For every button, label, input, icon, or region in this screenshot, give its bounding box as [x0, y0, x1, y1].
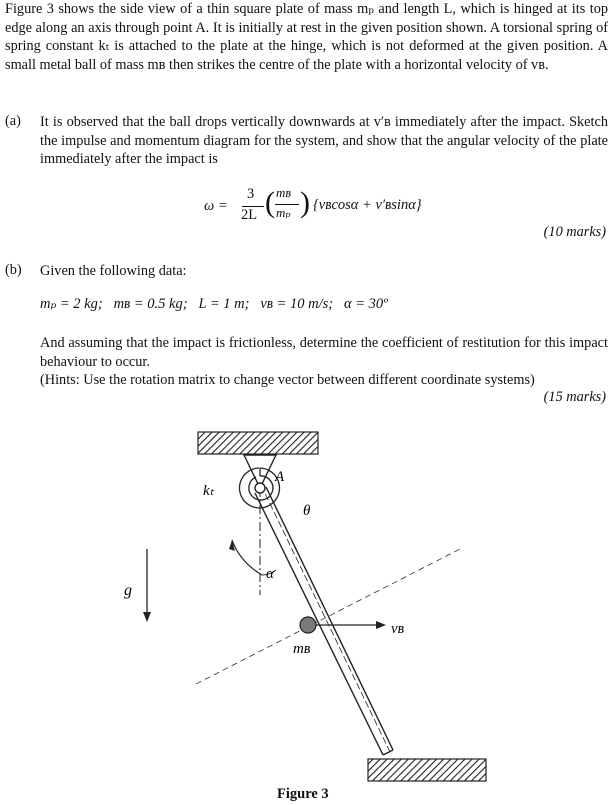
- spring-constant-label: kₜ: [203, 483, 215, 499]
- theta-arrow: [229, 540, 262, 575]
- given-data-line: mₚ = 2 kg; mʙ = 0.5 kg; L = 1 m; vʙ = 10 m/s; α = 30º: [40, 296, 388, 312]
- part-a-label: (a): [5, 113, 21, 129]
- intro-paragraph: Figure 3 shows the side view of a thin square plate of mass mₚ and length L, which is hinged at its top edge along an axis through point A. It is initially at rest in the given position shown. A torsional spring of spring constant kₜ is attached to the plate at the hinge, which is not deformed at the given position. A small metal ball of mass mʙ then strikes the centre of the plate with a horizontal velocity of vʙ.: [5, 1, 608, 73]
- plate: [255, 485, 393, 755]
- velocity-arrow: [316, 621, 386, 629]
- fraction-denominator: 2L: [241, 207, 258, 223]
- mass-ratio-denominator: mₚ: [276, 205, 291, 220]
- left-paren: (: [265, 186, 275, 219]
- equation-lhs: ω =: [204, 198, 228, 214]
- part-a-marks: (10 marks): [543, 224, 606, 240]
- equation-rhs: {vʙcosα + v′ʙsinα}: [313, 197, 422, 213]
- part-b-label: (b): [5, 262, 22, 278]
- velocity-label: vʙ: [391, 621, 405, 637]
- part-b-hint: (Hints: Use the rotation matrix to change vector between different coordinate systems): [40, 372, 535, 388]
- mass-ratio-numerator: mʙ: [276, 185, 291, 200]
- bottom-wall: [368, 759, 486, 781]
- part-b-marks: (15 marks): [543, 389, 606, 405]
- figure-3-diagram: [0, 400, 616, 790]
- theta-label: θ: [303, 503, 311, 519]
- top-wall: [198, 432, 318, 454]
- part-b-intro: Given the following data:: [40, 263, 187, 279]
- gravity-label: g: [124, 582, 132, 599]
- fraction-numerator: 3: [247, 186, 255, 202]
- right-paren: ): [300, 186, 310, 219]
- metal-ball: [300, 617, 316, 633]
- alpha-label: α: [266, 566, 274, 582]
- ball-mass-label: mʙ: [293, 641, 311, 657]
- figure-caption: Figure 3: [277, 786, 329, 802]
- hinge-label: A: [275, 469, 285, 485]
- part-b-text: And assuming that the impact is frictionless, determine the coefficient of restitution for this impact behaviour to occur.: [40, 335, 608, 370]
- gravity-arrow: [143, 549, 151, 622]
- hinge-pin: [255, 483, 265, 493]
- part-a-text: It is observed that the ball drops vertically downwards at v′ʙ immediately after the impact. Sketch the impulse and momentum diagram for the system, and show that the angular velocity of the plate immediately after the impact is: [40, 114, 608, 167]
